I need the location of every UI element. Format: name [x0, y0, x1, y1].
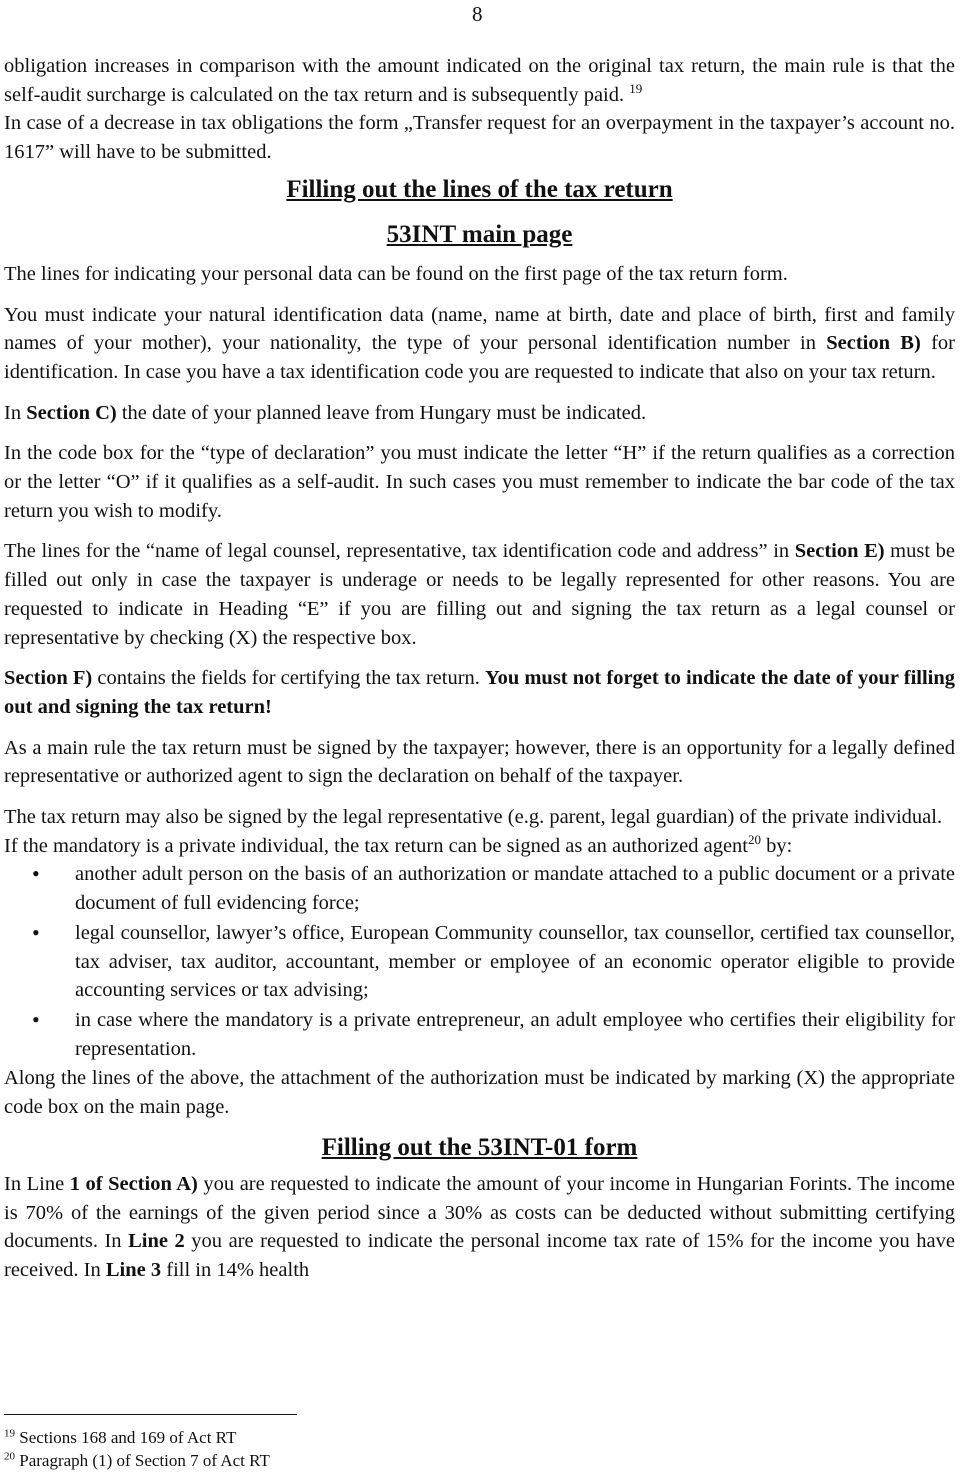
- list-item: • in case where the mandatory is a private entrepreneur, an adult employee who certifies their eligibility for representation.: [4, 1006, 955, 1063]
- footnotes: [4, 1426, 270, 1472]
- paragraph-1: obligation increases in comparison with the amount indicated on the original tax return, the main rule is that the self-audit surcharge is calculated on the tax return and is subsequently paid. $^{19}$: [4, 55, 955, 106]
- paragraph-13: In Line 1 of Section A) you are requested to indicate the amount of your income in Hungarian Forints. The income is 70% of the earnings of the given period since a 30% as costs can be deducted without submitting certifying documents. In Line 2 you are requested to indicate the personal income tax rate of 15% for the income you have received. In Line 3 fill in 14% health: [4, 1172, 955, 1281]
- section-heading: Filling out the lines of the tax return: [286, 175, 673, 203]
- subsection-heading: 53INT main page: [386, 220, 573, 248]
- page-number: 8: [472, 2, 483, 26]
- footnote: $^{19}$ Sections 168 and 169 of Act RT: [4, 1427, 237, 1447]
- paragraph-12: Along the lines of the above, the attachment of the authorization must be indicated by marking (X) the appropriate code box on the main page.: [4, 1067, 955, 1119]
- paragraph-5: In Section C) the date of your planned leave from Hungary must be indicated.: [4, 401, 647, 424]
- section-heading-2: Filling out the 53INT-01 form: [321, 1133, 638, 1161]
- paragraph-11: If the mandatory is a private individual, the tax return can be signed as an authorized agent$^{20}$ by:: [4, 831, 793, 857]
- footnote-ref-20: 20: [748, 831, 761, 847]
- paragraph-2: In case of a decrease in tax obligations the form „Transfer request for an overpayment in the taxpayer’s account no. 1617” will have to be submitted.: [4, 112, 955, 164]
- paragraph-10: The tax return may also be signed by the legal representative (e.g. parent, legal guardian) of the private individual.: [4, 806, 943, 829]
- paragraph-7: The lines for the “name of legal counsel, representative, tax identification code and address” in Section E) must be filled out only in case the taxpayer is underage or needs to be legally represented for other reasons. You are requested to indicate in Heading “E” if you are filling out and signing the tax return as a legal counsel or representative by checking (X) the respective box.: [4, 540, 955, 649]
- footnote-ref-19: 19: [629, 80, 643, 96]
- list-item: • another adult person on the basis of an authorization or mandate attached to a public document or a private document of full evidencing force;: [4, 860, 955, 917]
- footnote: $^{20}$ Paragraph (1) of Section 7 of Act RT: [4, 1450, 270, 1470]
- paragraph-4: You must indicate your natural identification data (name, name at birth, date and place of birth, first and family names of your mother), your nationality, the type of your personal identification number in Section B) for identification. In case you have a tax identification code you are requested to indicate that also on your tax return.: [4, 303, 955, 383]
- authorized-agent-list: [4, 860, 955, 1063]
- paragraph-6: In the code box for the “type of declaration” you must indicate the letter “H” if the return qualifies as a correction or the letter “O” if it qualifies as a self-audit. In such cases you must remember to indicate the bar code of the tax return you wish to modify.: [4, 442, 955, 522]
- body-text: [4, 52, 955, 1285]
- paragraph-8: Section F) contains the fields for certifying the tax return. You must not forget to indicate the date of your filling out and signing the tax return!: [4, 667, 956, 718]
- paragraph-3: The lines for indicating your personal data can be found on the first page of the tax return form.: [4, 262, 788, 285]
- paragraph-9: As a main rule the tax return must be signed by the taxpayer; however, there is an opportunity for a legally defined representative or authorized agent to sign the declaration on behalf of the taxpayer.: [4, 736, 955, 788]
- footnote-separator: [4, 1414, 297, 1415]
- list-item: • legal counsellor, lawyer’s office, European Community counsellor, tax counsellor, certified tax counsellor, tax adviser, tax auditor, accountant, member or employee of an economic operator eligible to provide accounting services or tax advising;: [4, 919, 955, 1005]
